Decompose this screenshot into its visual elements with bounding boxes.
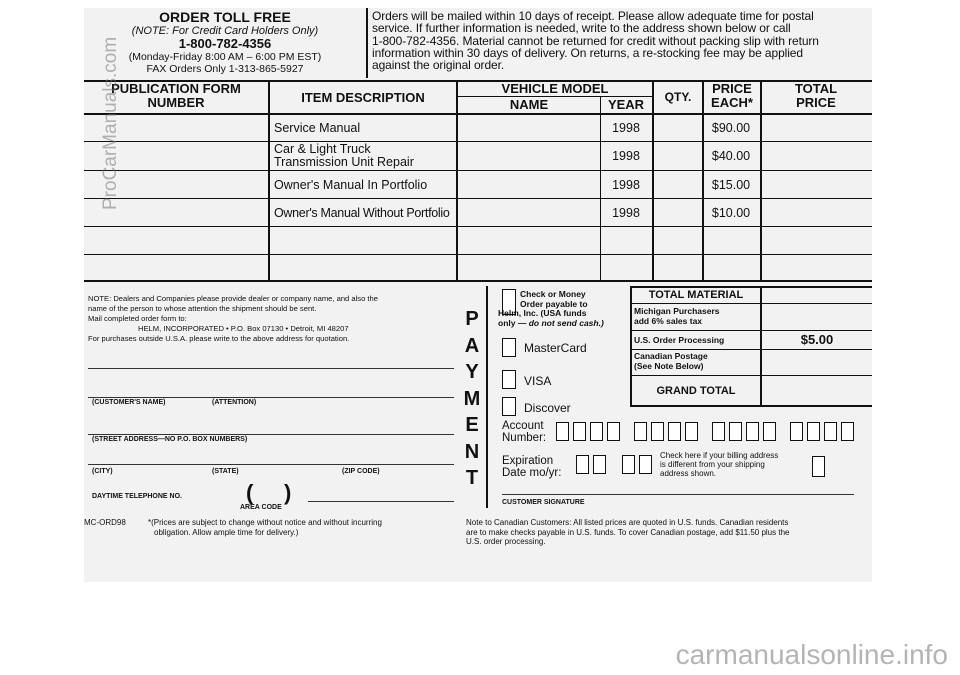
check-line [498,319,604,329]
discover-label: Discover [524,401,571,415]
row-year: 1998 [612,205,640,220]
expiration-line: Expiration [502,455,554,467]
row-description: Owner's Manual Without Portfolio [274,205,450,220]
row-description: Service Manual [274,120,361,135]
order-toll-free-block [84,10,366,75]
account-number-digit-box[interactable] [590,422,603,441]
billing-address-note [660,452,778,478]
check-money-order-label [498,290,604,328]
row-description-line: Transmission Unit Repair [274,154,414,169]
mailing-policy [372,10,868,71]
order-processing-value: $5.00 [800,332,834,347]
expiration-digit-box[interactable] [622,455,635,474]
label-city: (CITY) [92,468,113,475]
expiration-digit-box[interactable] [576,455,589,474]
label-daytime-phone: DAYTIME TELEPHONE NO. [92,493,182,500]
header-item-description: ITEM DESCRIPTION [301,89,425,105]
row-price: $10.00 [711,205,751,220]
payment-letter: E [465,414,479,436]
account-number-digit-box[interactable] [556,422,569,441]
account-number-digit-box[interactable] [634,422,647,441]
discover-checkbox[interactable] [502,397,516,416]
order-processing-label: U.S. Order Processing [634,335,725,345]
note-line: Mail completed order form to: [88,314,187,323]
check-line: Helm, Inc. (USA funds [498,308,587,318]
area-code-paren-open: ( [246,480,254,505]
address-line[interactable] [88,368,454,369]
header-text: PRICE [796,95,836,110]
header-text: TOTAL [794,81,838,96]
payment-letter: Y [465,361,479,383]
check-line: Check or Money [520,289,586,299]
row-price: $40.00 [711,149,751,163]
dealer-note [88,294,458,344]
fax-number: FAX Orders Only 1-313-865-5927 [146,63,304,75]
toll-free-phone: 1-800-782-4356 [178,36,272,51]
row-description: Owner's Manual In Portfolio [274,177,428,192]
note-line: For purchases outside U.S.A. please write to the above address for quotation. [88,334,350,343]
mailing-line: against the original order. [372,58,505,73]
side-watermark: ProCarManuals.com [100,36,121,210]
expiration-line: Date mo/yr: [502,467,562,479]
expiration-digit-box[interactable] [593,455,606,474]
header-text: PUBLICATION FORM [111,81,241,96]
payment-letter: M [463,387,481,410]
row-description [274,143,456,168]
vehicle-divider [458,96,654,97]
totals-bottom-border [630,405,872,407]
payment-vertical-label [459,306,485,492]
michigan-tax-label [634,307,720,326]
order-title: ORDER TOLL FREE [159,9,291,25]
row-year: 1998 [612,177,640,192]
canadian-line: Canadian Postage [634,351,708,361]
totals-row-border [630,349,872,350]
payment-left-border [486,286,488,508]
michigan-line: Michigan Purchasers [634,306,720,316]
area-code-paren-close: ) [284,480,292,505]
account-number-digit-box[interactable] [651,422,664,441]
mailing-address: HELM, INCORPORATED • P.O. Box 07130 • Detroit, MI 48207 [138,324,349,333]
col-border [652,80,654,281]
header-price-each [704,82,760,110]
label-attention: (ATTENTION) [212,399,257,406]
payment-letter: N [464,440,480,463]
billing-different-checkbox[interactable] [812,456,825,477]
header-text: EACH* [711,95,753,110]
check-line-italic: do not send cash.) [528,317,604,328]
prices-disclaimer [148,518,382,537]
col-border [456,80,458,281]
mastercard-label: MasterCard [524,341,587,355]
mailing-line: service. If further information is needed, write to the address shown below or call [372,21,791,36]
canada-line: Note to Canadian Customers: All listed prices are quoted in U.S. funds. Canadian residents [466,518,789,527]
account-number-digit-box[interactable] [573,422,586,441]
row-year: 1998 [612,120,640,135]
canadian-customers-note [466,518,789,547]
mailing-line: information within 30 days of delivery. On returns, a re-stocking fee may be applied [372,45,803,60]
order-form-sheet [84,8,872,582]
header-name: NAME [509,97,549,112]
account-number-digit-box[interactable] [668,422,681,441]
header-qty: QTY. [664,90,692,104]
table-bottom-border [84,280,872,282]
col-border [760,80,762,281]
totals-row-border [630,303,872,304]
label-street-address: (STREET ADDRESS—NO P.O. BOX NUMBERS) [92,436,248,443]
canada-line: U.S. order processing. [466,537,546,546]
account-number-digit-box[interactable] [729,422,742,441]
label-state: (STATE) [212,468,239,475]
bottom-watermark: carmanualsonline.info [675,639,948,670]
account-number-label [502,420,546,444]
header-vehicle-model: VEHICLE MODEL [501,81,609,96]
payment-letter: P [465,308,479,330]
note-line: NOTE: Dealers and Companies please provide dealer or company name, and also the [88,294,378,303]
check-line-text: only — [498,317,529,328]
business-hours: (Monday-Friday 8:00 AM – 6:00 PM EST) [128,51,322,63]
label-customer-signature: CUSTOMER SIGNATURE [502,499,585,506]
signature-line[interactable] [502,494,854,495]
total-material-label: TOTAL MATERIAL [648,289,744,301]
account-number-digit-box[interactable] [763,422,776,441]
label-area-code: AREA CODE [240,504,282,511]
header-text: PRICE [712,81,752,96]
account-number-digit-box[interactable] [746,422,759,441]
note-line: name of the person to whose attention the shipment should be sent. [88,304,317,313]
phone-number-line[interactable] [308,501,454,502]
account-number-digit-box[interactable] [824,422,837,441]
account-number-digit-box[interactable] [685,422,698,441]
account-number-digit-box[interactable] [790,422,803,441]
canada-line: are to make checks payable in U.S. funds. To cover Canadian postage, add $11.50 plus the [466,527,790,537]
expiration-label [502,455,561,479]
visa-label: VISA [524,374,552,388]
mastercard-checkbox[interactable] [502,338,516,357]
form-code: MC-ORD98 [84,518,126,527]
billing-line: address shown. [660,468,717,478]
check-line: Order payable to [520,298,588,309]
mailing-line: 1-800-782-4356. Material cannot be returned for credit without packing slip with return [372,33,819,48]
mailing-line: Orders will be mailed within 10 days of receipt. Please allow adequate time for postal [372,9,814,23]
row-price: $15.00 [711,177,751,192]
row-price: $90.00 [711,120,751,135]
row-description-line: Car & Light Truck [274,142,371,156]
account-number-digit-box[interactable] [807,422,820,441]
billing-line: Check here if your billing address [660,451,779,460]
canadian-line: (See Note Below) [634,360,704,371]
canadian-postage-label [634,352,708,371]
disclaimer-line: obligation. Allow ample time for delivery.) [154,527,299,537]
account-number-digit-box[interactable] [607,422,620,441]
row-year: 1998 [612,149,640,163]
label-customer-name: (CUSTOMER'S NAME) [92,399,166,406]
account-number-digit-box[interactable] [712,422,725,441]
col-border [268,80,270,281]
street-address-line[interactable] [88,434,454,435]
header-divider [366,8,368,78]
header-total-price [762,82,870,110]
row-border [84,254,872,255]
header-year: YEAR [607,97,645,112]
disclaimer-line: *(Prices are subject to change without notice and without incurring [148,518,382,527]
row-border [84,226,872,227]
label-zip: (ZIP CODE) [342,468,380,475]
header-text: NUMBER [147,95,205,110]
customer-name-line[interactable] [88,397,454,398]
billing-line: is different from your shipping [660,459,765,469]
account-line: Account [502,420,544,432]
payment-letter: T [465,467,479,489]
visa-checkbox[interactable] [502,370,516,389]
expiration-digit-box[interactable] [639,455,652,474]
account-number-digit-box[interactable] [841,422,854,441]
grand-total-label: GRAND TOTAL [656,384,736,397]
credit-card-note: (NOTE: For Credit Card Holders Only) [131,25,319,37]
city-state-zip-line[interactable] [88,464,454,465]
michigan-line: add 6% sales tax [634,315,703,326]
payment-letter: A [464,334,480,357]
account-line: Number: [502,432,547,444]
